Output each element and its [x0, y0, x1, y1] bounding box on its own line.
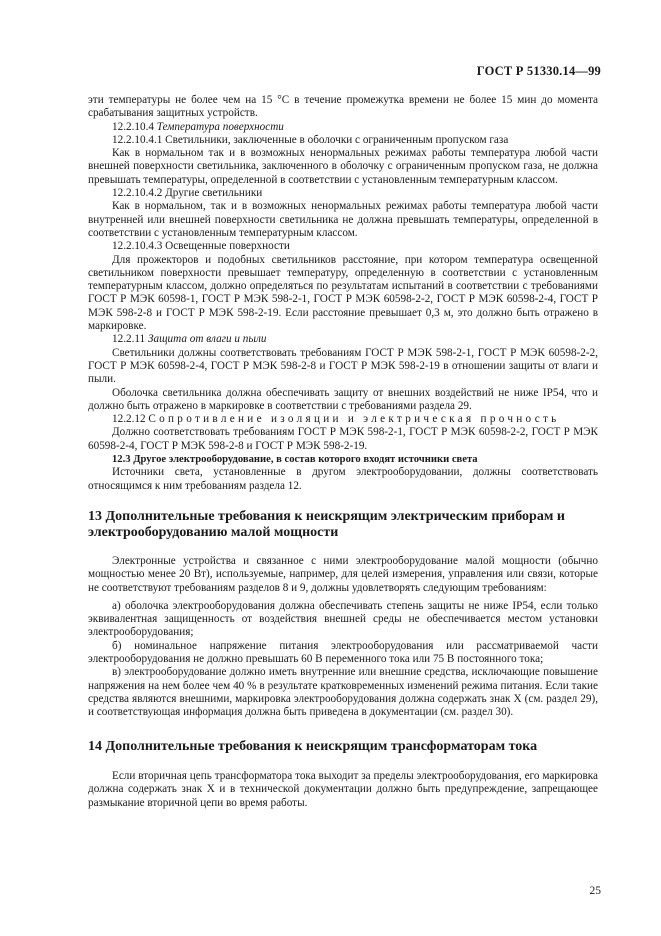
paragraph-insulation: Должно соответствовать требованиям ГОСТ Р МЭК 598-2-1, ГОСТ Р МЭК 60598-2-2, ГОСТ Р МЭК 60598-2-4, ГОСТ Р МЭК 598-2-8 и ГОСТ Р МЭК 598-2-19.	[88, 426, 598, 452]
clause-number: 12.2.10.4	[112, 120, 154, 133]
paragraph-ip54: Оболочка светильника должна обеспечивать защиту от внешних воздействий не ниже IP54, что и должно быть отражено в маркировке в соответствии с требованиями раздела 29.	[88, 386, 598, 412]
section-14-text: Если вторичная цепь трансформатора тока выходит за пределы электрооборудования, его маркировка должна содержать знак X и в технической документации должно быть предупреждение, запрещающее размыкание вторичной цепи во время работы.	[88, 769, 598, 809]
paragraph-moisture-dust: Светильники должны соответствовать требованиям ГОСТ Р МЭК 598-2-1, ГОСТ Р МЭК 60598-2-2, ГОСТ Р МЭК 60598-2-4, ГОСТ Р МЭК 598-2-8 и ГОСТ Р МЭК 598-2-19 в отношении защиты от влаги и пыли.	[88, 346, 598, 386]
section-13-item-a: а) оболочка электрооборудования должна обеспечивать степень защиты не ниже IP54, если только эквивалентная защищенность от воздействия внешней среды не обеспечивается местом установки электрооборудования;	[88, 599, 598, 639]
clause-number: 12.2.11	[112, 333, 146, 346]
clause-title: Температура поверхности	[156, 120, 284, 133]
section-13-intro: Электронные устройства и связанное с ними электрооборудование малой мощности (обычно мощностью менее 20 Вт), используемые, например, для целей измерения, управления или связи, которые не соответствуют требованиям разделов 8 и 9, должны удовлетворять следующим требованиям:	[88, 554, 598, 594]
section-13-item-b: б) номинальное напряжение питания электрооборудования или рассматриваемой части электрооборудования не должно превышать 60 В переменного тока или 75 В постоянного тока;	[88, 639, 598, 665]
clause-12-3: 12.3 Другое электрооборудование, в состав которого входят источники света	[112, 454, 478, 466]
clause-12-2-10-4-2: 12.2.10.4.2 Другие светильники	[112, 187, 263, 200]
document-header: ГОСТ Р 51330.14—99	[476, 64, 601, 78]
clause-12-2-10-4-3: 12.2.10.4.3 Освещенные поверхности	[112, 240, 290, 253]
clause-12-2-10-4-1: 12.2.10.4.1 Светильники, заключенные в оболочки с ограниченным пропуском газа	[112, 133, 509, 146]
page-body	[88, 94, 598, 810]
paragraph-floodlights: Для прожекторов и подобных светильников расстояние, при котором температура освещенной светильником поверхности превышает температуру, определенную в соответствии с установленным температурным классом, должно определяться по результатам испытаний в соответствии с требованиями ГОСТ Р МЭК 60598-1, ГОСТ Р МЭК 598-2-1, ГОСТ Р МЭК 60598-2-2, ГОСТ Р МЭК 60598-2-4, ГОСТ Р МЭК 598-2-8 и ГОСТ Р МЭК 598-2-19. Если расстояние превышает 0,3 м, это должно быть отражено в маркировке.	[88, 253, 598, 333]
section-13-item-c: в) электрооборудование должно иметь внутренние или внешние средства, исключающие повышение напряжения на нем более чем 40 % в результате кратковременных изменений режима питания. Если такие средства являются внешними, маркировка электрооборудования должна содержать знак X (см. раздел 29), и соответствующая информация должна быть приведена в документации (см. раздел 30).	[88, 666, 598, 719]
clause-title: Сопротивление изоляции и электрическая прочность	[148, 413, 560, 426]
paragraph-other-luminaires: Как в нормальном, так и в возможных ненормальных режимах работы температура любой части внутренней или внешней поверхности светильника не должна превышать температуры, определенной в соответствии с установленным температурным классом.	[88, 200, 598, 239]
clause-12-2-10-4	[88, 121, 598, 134]
section-13-heading: 13 Дополнительные требования к неискрящим электрическим приборам и электрооборудованию малой мощности	[88, 508, 565, 541]
clause-12-2-12	[88, 413, 598, 426]
paragraph-restricted-breathing: Как в нормальном так и в возможных ненормальных режимах работы температура любой части внешней поверхности светильника, заключенного в оболочку с ограниченным пропуском газа, не должна превышать температуры, определенной в соответствии с установленным температурным классом.	[88, 147, 598, 186]
paragraph-light-sources: Источники света, установленные в другом электрооборудовании, должны соответствовать относящимся к ним требованиям раздела 12.	[88, 466, 598, 492]
page-number: 25	[589, 885, 601, 897]
clause-number: 12.2.12	[112, 413, 146, 426]
clause-12-2-11	[88, 333, 598, 346]
section-14-heading: 14 Дополнительные требования к неискрящим трансформаторам тока	[88, 739, 538, 755]
paragraph-temperature-limit: эти температуры не более чем на 15 °С в течение промежутка времени не более 15 мин до момента срабатывания защитных устройств.	[88, 94, 598, 120]
clause-title: Защита от влаги и пыли	[147, 333, 267, 346]
